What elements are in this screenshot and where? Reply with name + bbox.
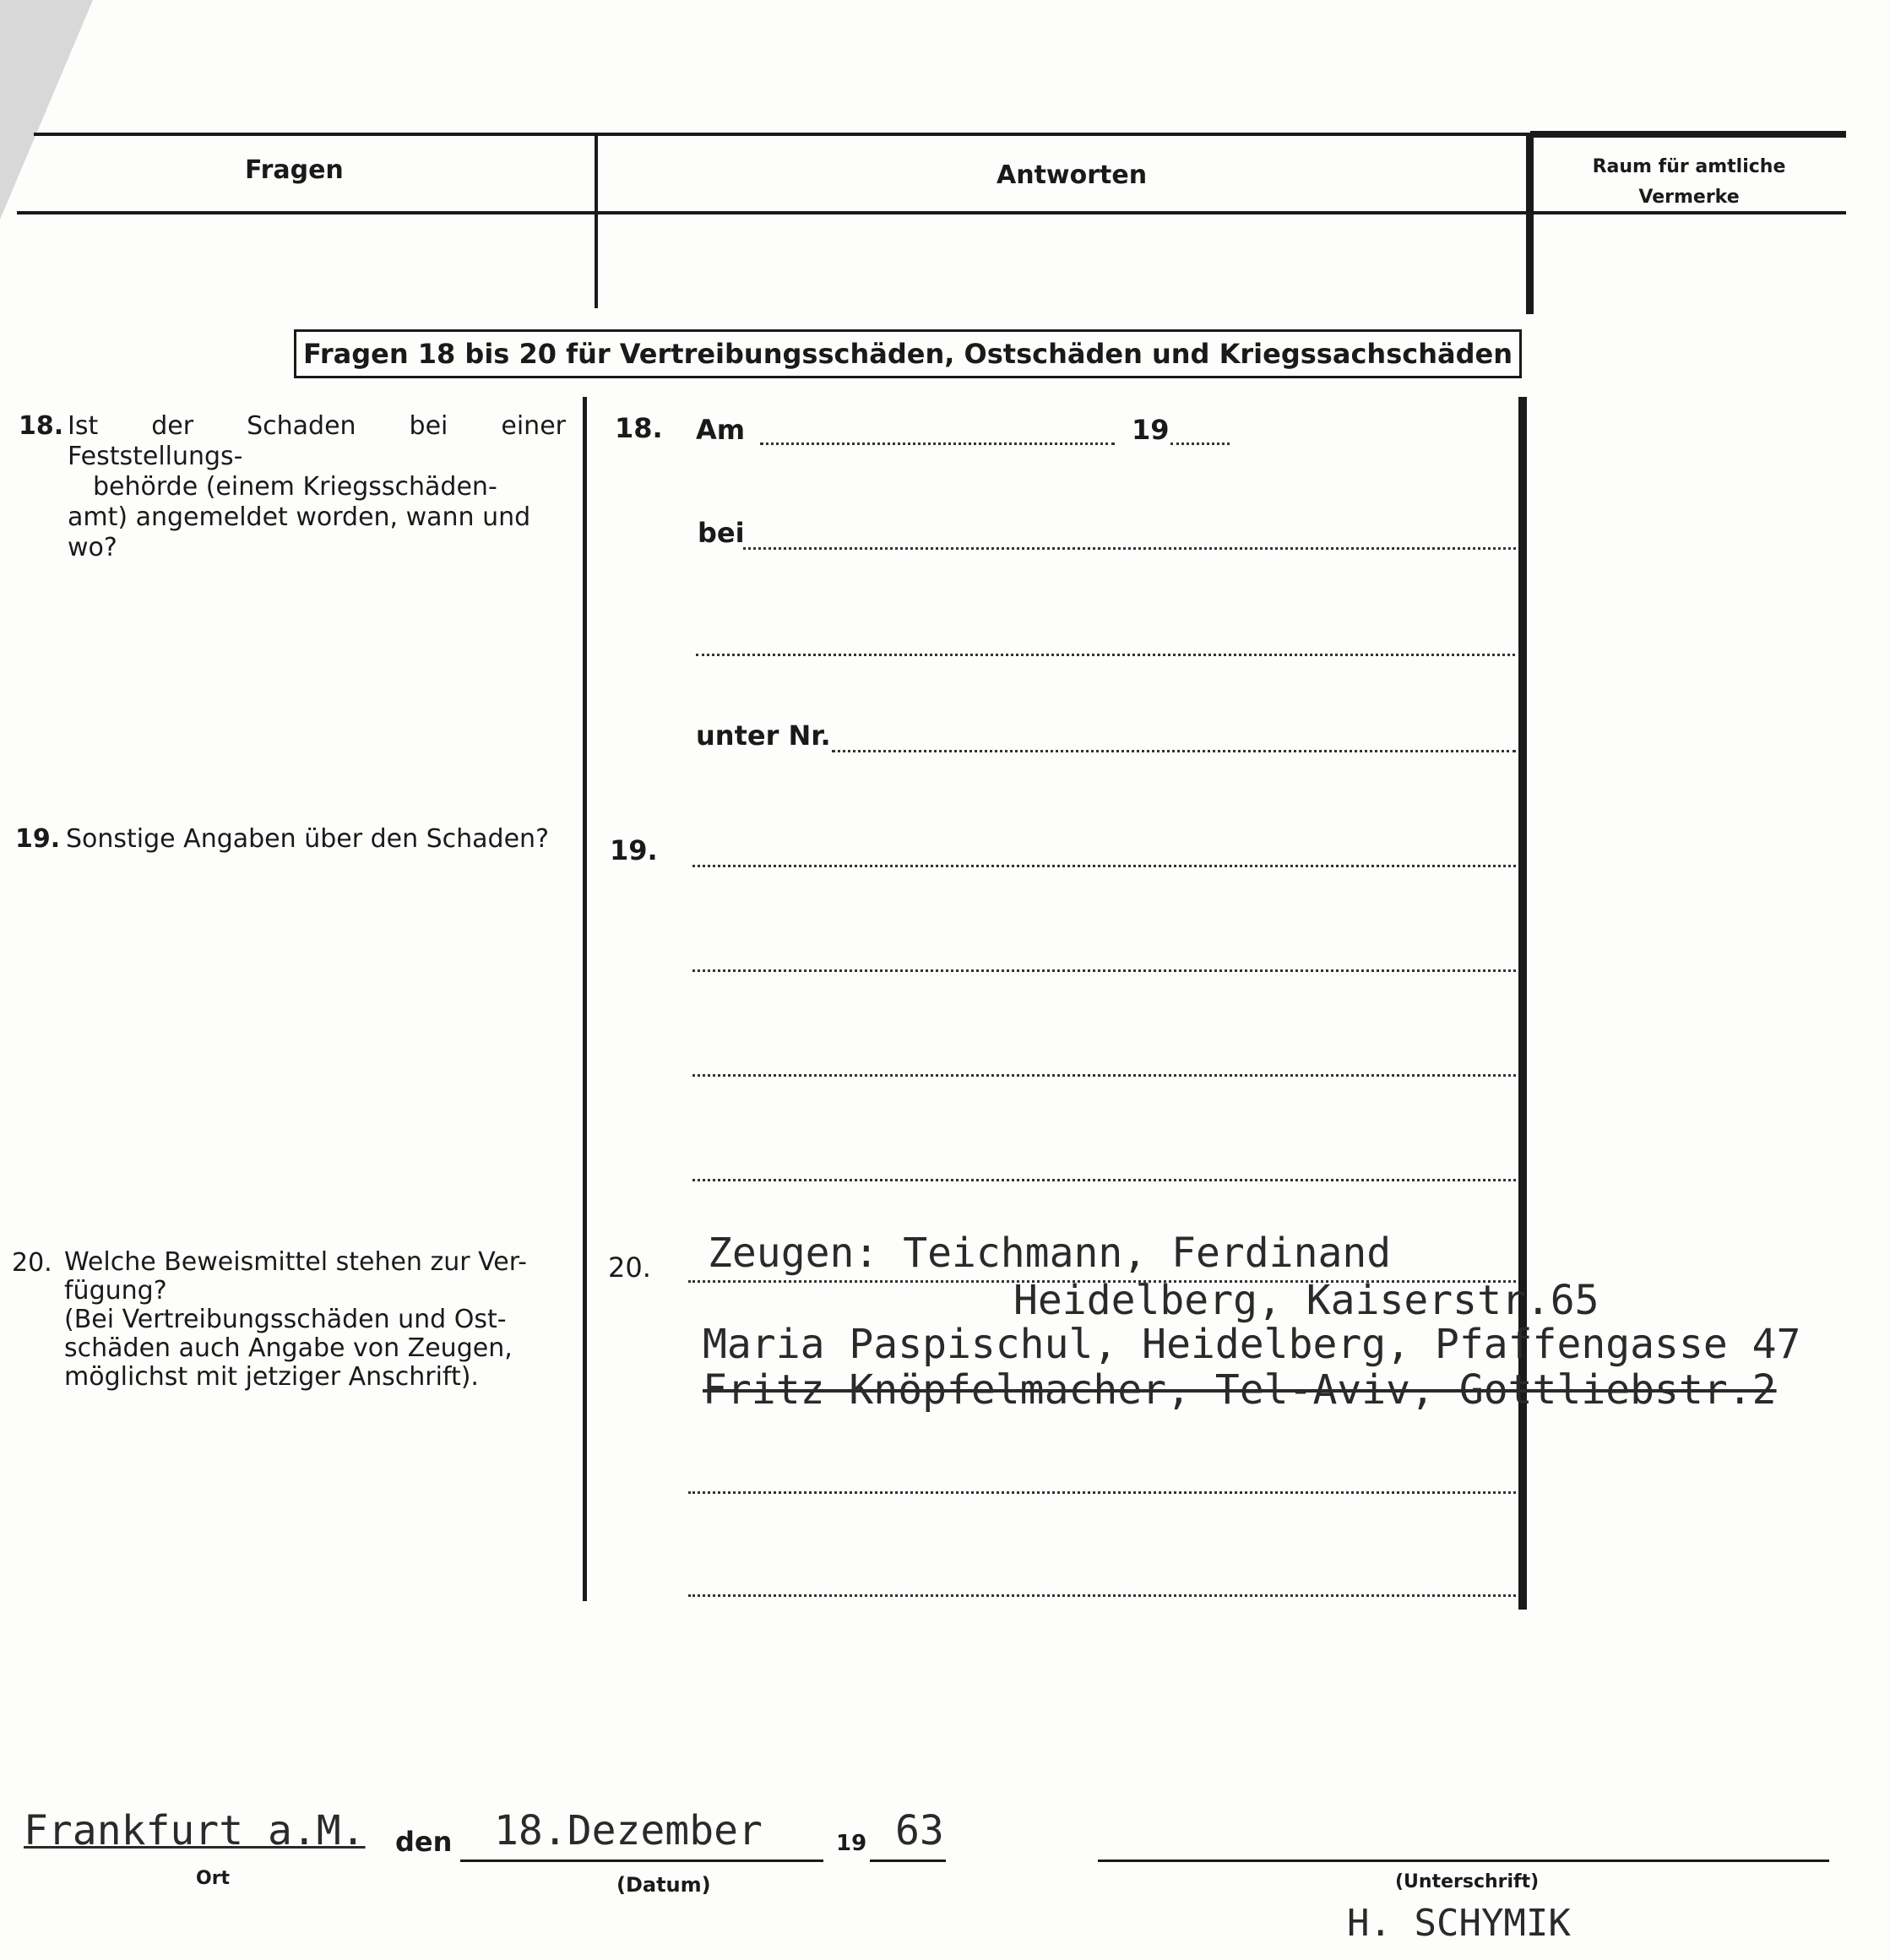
answer-18-year-prefix: 19 — [1132, 414, 1170, 446]
answer-20-typed-line-4: Fritz Knöpfelmacher, Tel-Aviv, Gottliebstr.2 — [703, 1366, 1777, 1414]
answer-18-extra-line[interactable] — [696, 654, 1515, 656]
footer-signature-rule — [1098, 1860, 1829, 1862]
answer-18-year-field[interactable] — [1170, 442, 1230, 445]
footer-signature-name: H. SCHYMIK — [1347, 1902, 1571, 1945]
answer-18-number: 18. — [615, 412, 663, 444]
header-official — [1554, 152, 1824, 213]
answer-19-line-3[interactable] — [692, 1074, 1516, 1077]
header-official-line2: Vermerke — [1638, 187, 1740, 208]
footer-date-rule — [460, 1860, 823, 1862]
header-questions: Fragen — [245, 155, 344, 185]
header-divider-right — [1526, 135, 1534, 314]
footer-year: 63 — [895, 1807, 944, 1854]
answer-18-bei-label: bei — [698, 517, 745, 549]
question-18-number: 18. — [19, 411, 64, 441]
footer-date-caption: (Datum) — [616, 1873, 711, 1897]
footer-date: 18.Dezember — [494, 1807, 763, 1854]
header-divider-left — [595, 135, 598, 308]
answer-18-unter-nr-label: unter Nr. — [696, 719, 831, 752]
section-banner: Fragen 18 bis 20 für Vertreibungsschäden, Ostschäden und Kriegssachschäden — [294, 329, 1522, 378]
footer-place: Frankfurt a.M. — [24, 1807, 366, 1854]
footer-year-rule — [870, 1860, 946, 1862]
answer-20-line-2[interactable] — [688, 1491, 1516, 1494]
answer-19-line-1[interactable] — [692, 865, 1516, 867]
header-answers: Antworten — [997, 160, 1148, 190]
answer-20-number: 20. — [608, 1251, 651, 1284]
answer-18-date-field[interactable] — [760, 442, 1115, 445]
header-official-line1: Raum für amtliche — [1592, 156, 1786, 177]
answer-18-am-label: Am — [696, 414, 746, 446]
footer-place-caption: Ort — [196, 1868, 231, 1889]
answer-20-typed-line-1: Zeugen: Teichmann, Ferdinand — [708, 1230, 1392, 1277]
answer-19-line-4[interactable] — [692, 1179, 1516, 1181]
question-19-number: 19. — [15, 824, 61, 854]
footer-year-prefix: 19 — [836, 1831, 867, 1856]
answer-18-bei-field[interactable] — [743, 547, 1516, 550]
answer-19-line-2[interactable] — [692, 969, 1516, 972]
question-20-number: 20. — [12, 1248, 52, 1278]
question-18-text: Ist der Schaden bei einer Feststellungs- behörde (einem Kriegsschäden- amt) angemeldet worden, wann und wo? — [68, 411, 566, 562]
answer-20-typed-line-3: Maria Paspischul, Heidelberg, Pfaffengasse 47 — [703, 1321, 1801, 1368]
question-19-text: Sonstige Angaben über den Schaden? — [66, 824, 549, 854]
answer-18-nr-field[interactable] — [832, 750, 1516, 752]
answer-19-number: 19. — [610, 834, 658, 866]
footer-den-label: den — [395, 1826, 453, 1858]
folded-corner — [0, 0, 93, 220]
question-20-text: Welche Beweismittel stehen zur Ver- fügung? (Bei Vertreibungsschäden und Ost- schäden auch Angabe von Zeugen, möglichst mit jetziger Anschrift). — [64, 1247, 527, 1392]
header-top-rule-thick — [1530, 131, 1846, 138]
body-divider-right — [1518, 397, 1527, 1610]
footer-signature-caption: (Unterschrift) — [1395, 1871, 1540, 1892]
answer-20-typed-line-2: Heidelberg, Kaiserstr.65 — [1013, 1277, 1599, 1324]
answer-20-line-3[interactable] — [688, 1594, 1516, 1597]
body-divider-left — [583, 397, 587, 1601]
